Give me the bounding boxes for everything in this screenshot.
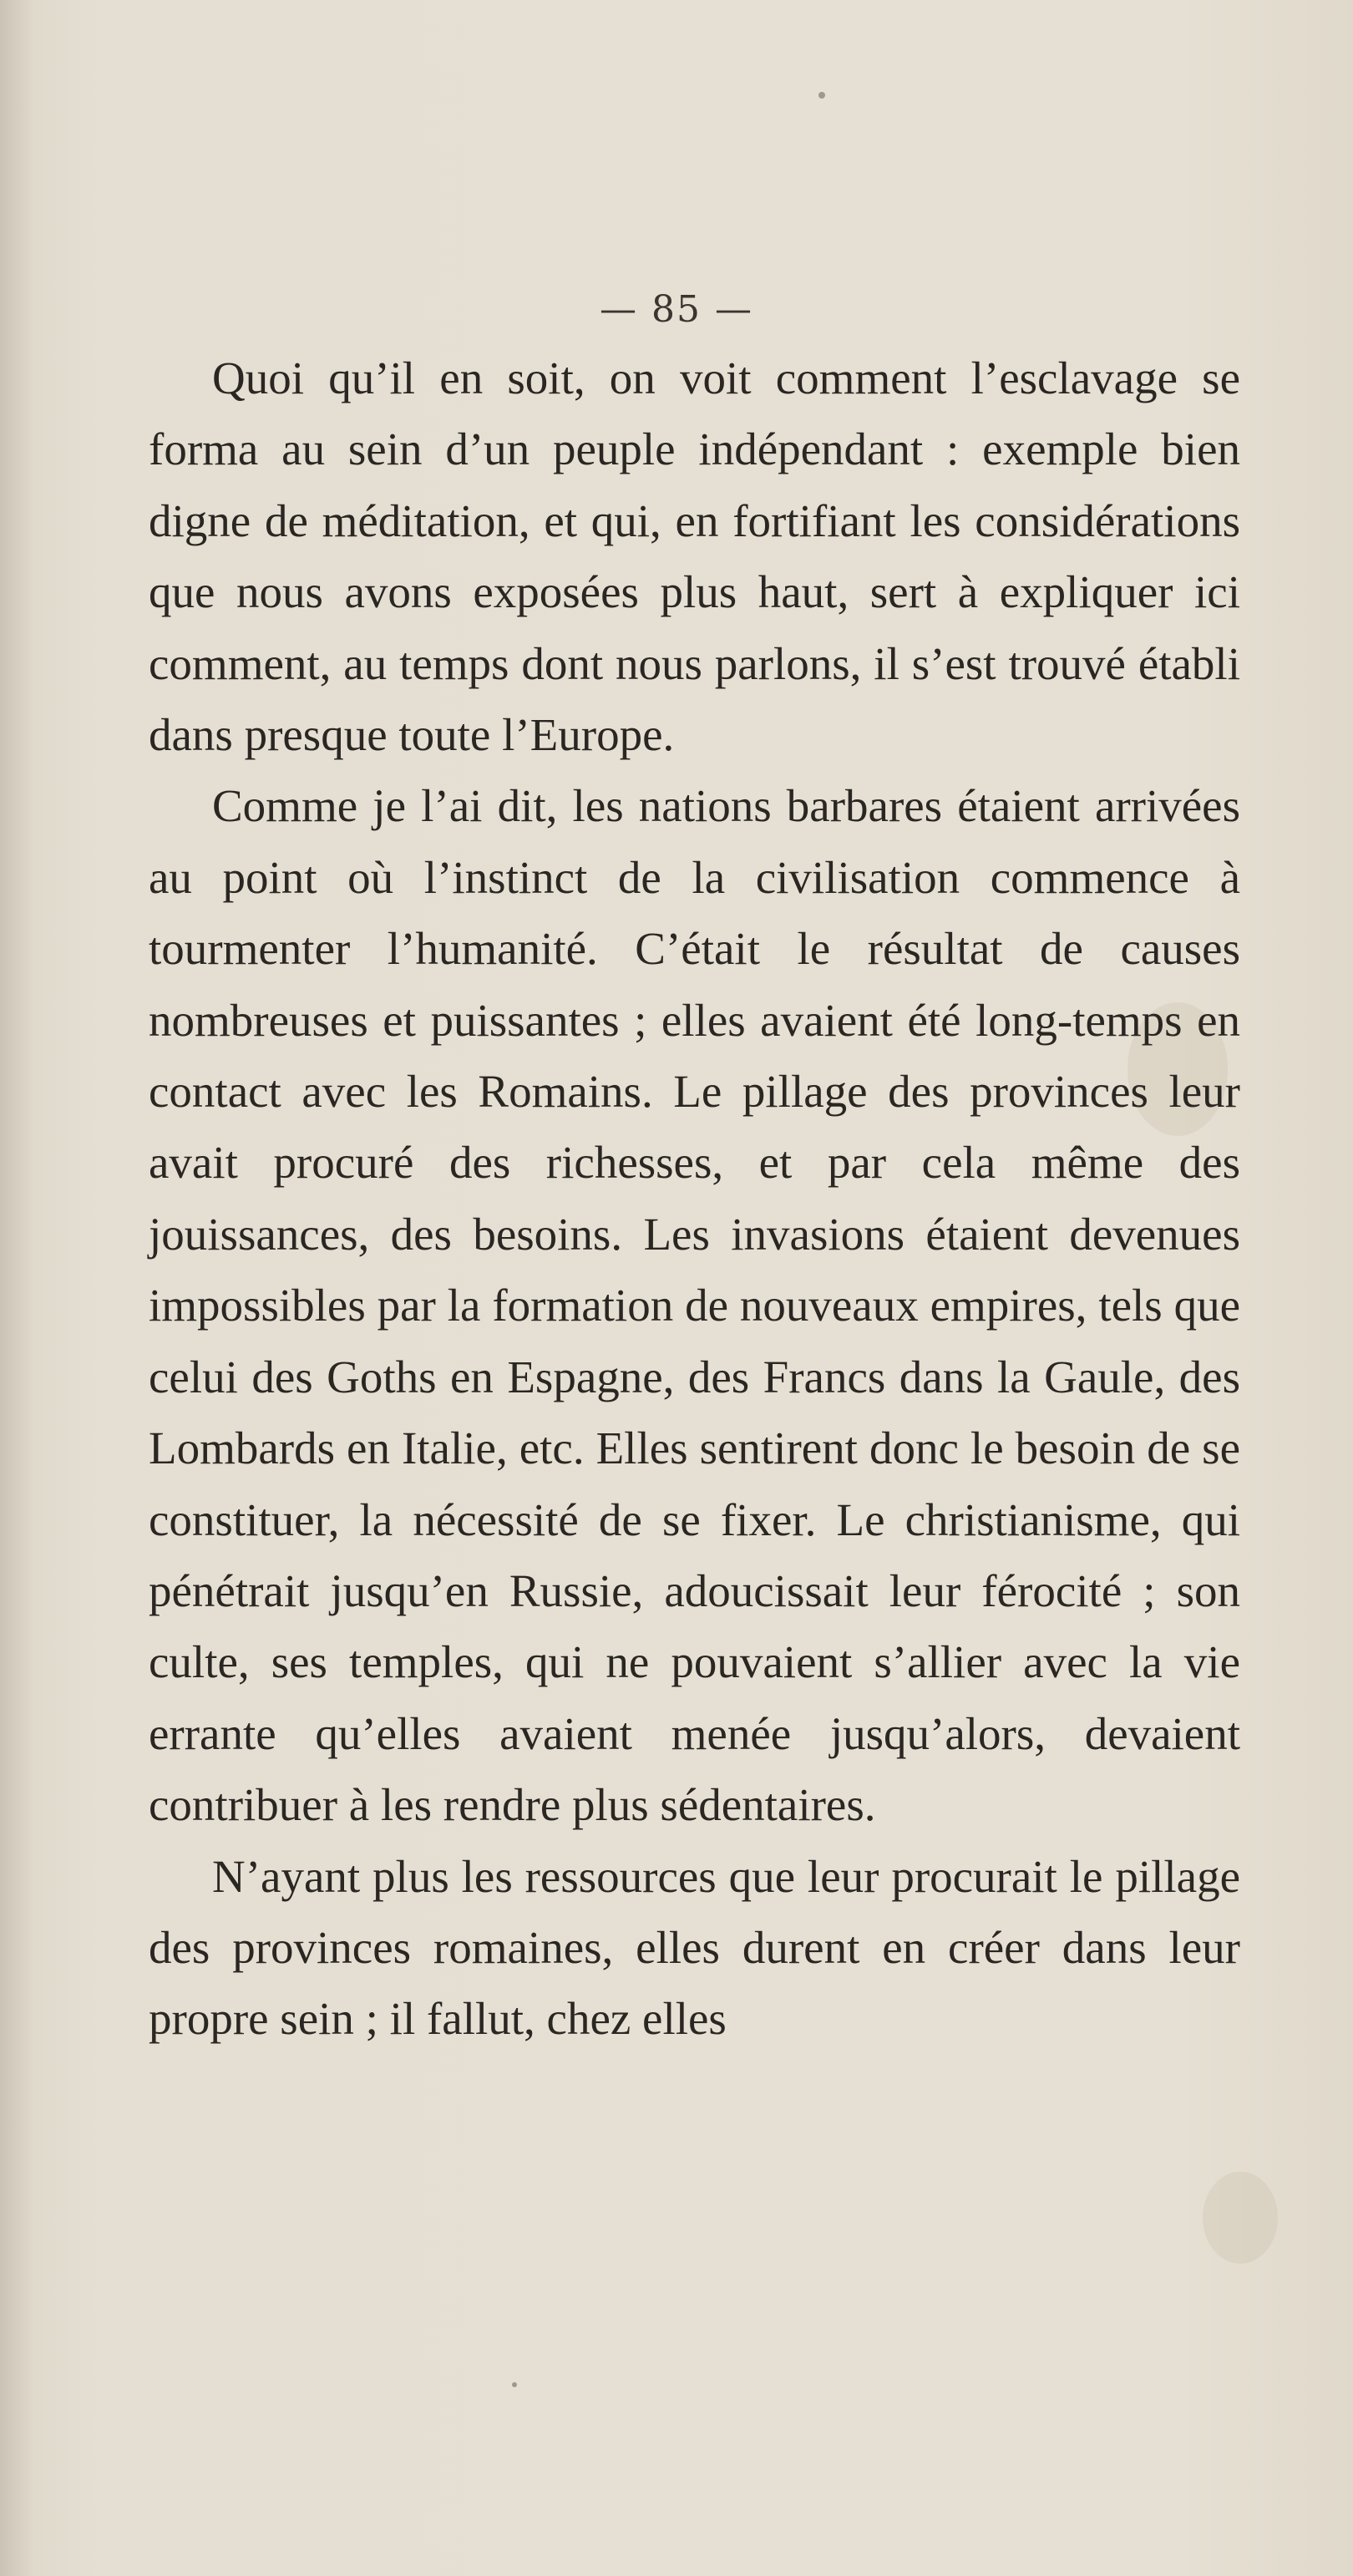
ink-speck — [512, 2382, 517, 2387]
page-number: — 85 — — [600, 288, 753, 331]
body-text — [149, 342, 1240, 2055]
ink-speck — [818, 92, 825, 99]
binding-shadow — [0, 0, 33, 2576]
paragraph-3: N’ayant plus les ressources que leur procurait le pillage des provinces romaines, elles durent en créer dans leur propre sein ; il fallut, chez elles — [149, 1850, 1240, 2045]
paragraph-2: Comme je l’ai dit, les nations barbares étaient arrivées au point où l’instinct de la civilisation commence à tourmenter l’humanité. C’était le résultat de causes nombreuses et puissantes ; elles avaient été long-temps en contact avec les Romains. Le pillage des provinces leur avait procuré des richesses, et par cela même des jouissances, des besoins. Les invasions étaient devenues impossibles par la formation de nouveaux empires, tels que celui des Goths en Espagne, des Francs dans la Gaule, des Lombards en Italie, etc. Elles sentirent donc le besoin de se constituer, la nécessité de se fixer. Le christianisme, qui pénétrait jusqu’en Russie, adoucissait leur férocité ; son culte, ses temples, qui ne pouvaient s’allier avec la vie errante qu’elles avaient menée jusqu’alors, devaient contribuer à les rendre plus sédentaires. — [149, 780, 1240, 1831]
foxing-stain — [1203, 2172, 1278, 2264]
paragraph-1: Quoi qu’il en soit, on voit comment l’esclavage se forma au sein d’un peuple indépendant : exemple bien digne de méditation, et qui, en fortifiant les considérations que nous avons exposées plus haut, sert à expliquer ici comment, au temps dont nous parlons, il s’est trouvé établi dans presque toute l’Europe. — [149, 352, 1240, 761]
